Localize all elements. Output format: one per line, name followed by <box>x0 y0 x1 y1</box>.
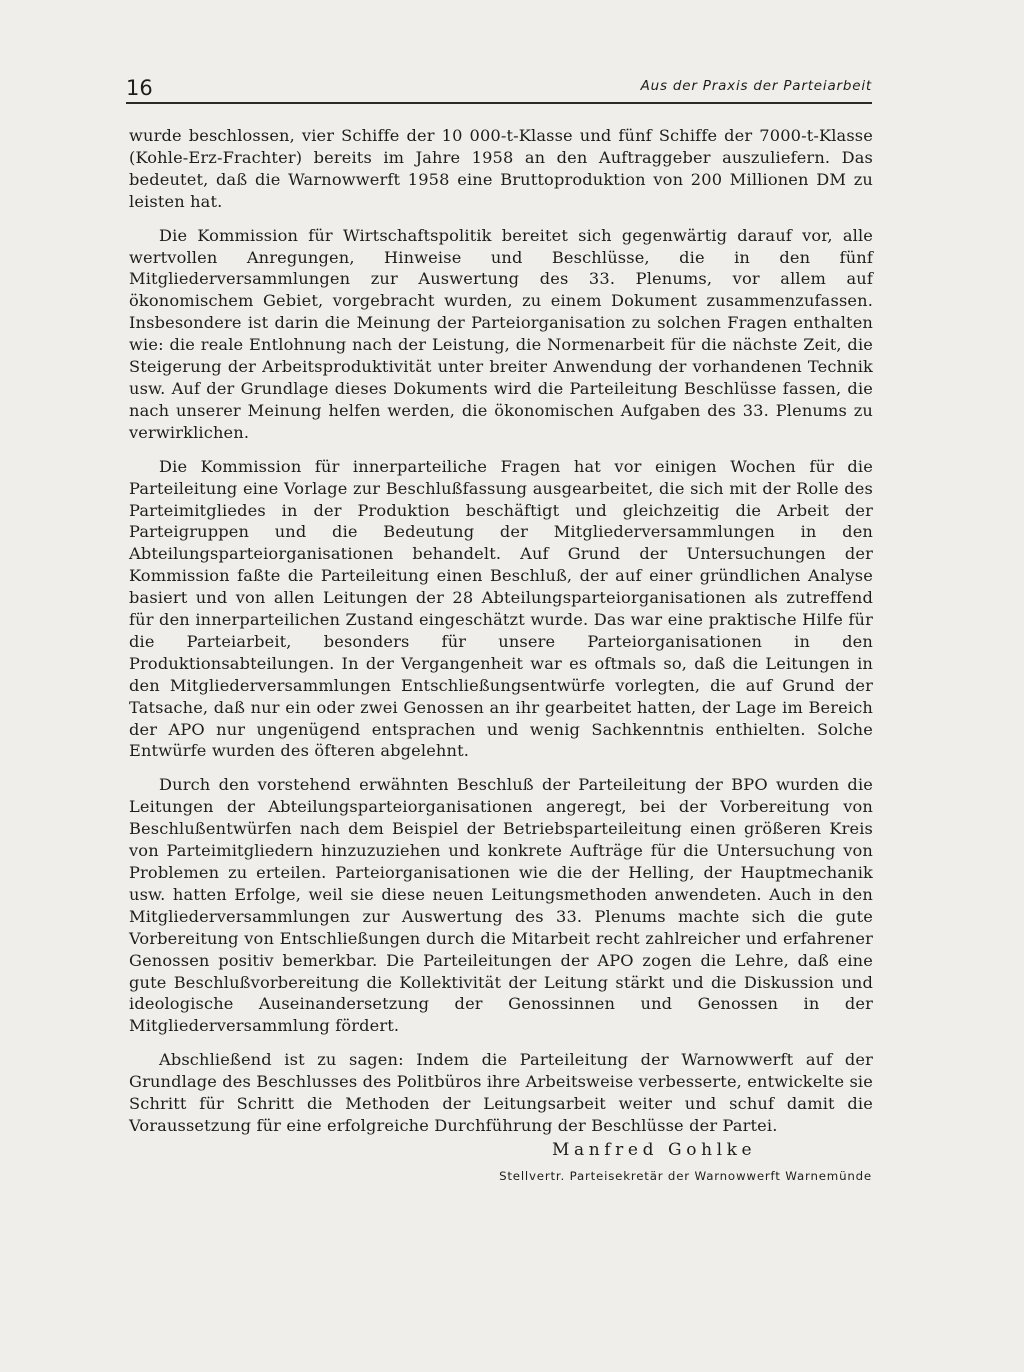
paragraph-inner-party-commission: Die Kommission für innerparteiliche Fragen hat vor einigen Wochen für die Parteileitung eine Vorlage zur Beschlußfassung ausgearbeitet, die sich mit der Rolle des Parteimitgliedes in der Produktion beschäftigt und gleichzeitig die Arbeit der Parteigruppen und die Bedeutung der Mitgliederversammlungen in den Abteilungsparteiorganisationen behandelt. Auf Grund der Untersuchungen der Kommission faßte die Parteileitung einen Beschluß, der auf einer gründlichen Analyse basiert und von allen Leitungen der 28 Abteilungsparteiorganisationen als zutreffend für den innerparteilichen Zustand eingeschätzt wurde. Das war eine praktische Hilfe für die Parteiarbeit, besonders für unsere Parteiorganisationen in den Produktionsabteilungen. In der Vergangenheit war es oftmals so, daß die Leitungen in den Mitgliederversammlungen Entschließungsentwürfe vorlegten, die auf Grund der Tatsache, daß nur ein oder zwei Genossen an ihr gearbeitet hatten, der Lage im Bereich der APO nur ungenügend entsprachen und wenig Sachkenntnis enthielten. Solche Entwürfe wurden des öfteren abgelehnt. <box>129 456 873 761</box>
paragraph-bpo-resolution: Durch den vorstehend erwähnten Beschluß der Parteileitung der BPO wurden die Leitungen der Abteilungsparteiorganisationen angeregt, bei der Vorbereitung von Beschlußentwürfen nach dem Beispiel der Betriebsparteileitung einen größeren Kreis von Parteimitgliedern hinzuzuziehen und konkrete Aufträge für die Untersuchung von Problemen zu erteilen. Parteiorganisationen wie die der Helling, der Hauptmechanik usw. hatten Erfolge, weil sie diese neuen Leitungsmethoden anwendeten. Auch in den Mitgliederversammlungen zur Auswertung des 33. Plenums machte sich die gute Vorbereitung von Entschließungen durch die Mitarbeit recht zahlreicher und erfahrener Genossen positiv bemerkbar. Die Parteileitungen der APO zogen die Lehre, daß eine gute Beschlußvorbereitung die Kollektivität der Leitung stärkt und die Diskussion und ideologische Auseinandersetzung der Genossinnen und Genossen in der Mitgliederversammlung fördert. <box>129 775 873 1036</box>
page-header <box>126 72 872 104</box>
page-number: 16 <box>126 76 153 100</box>
paragraph-conclusion: Abschließend ist zu sagen: Indem die Parteileitung der Warnowwerft auf der Grundlage des Beschlusses des Politbüros ihre Arbeitsweise verbesserte, entwickelte sie Schritt für Schritt die Methoden der Leitungsarbeit weiter und schuf damit die Voraussetzung für eine erfolgreiche Durchführung der Beschlüsse der Partei. <box>129 1050 873 1135</box>
paragraph-economic-commission: Die Kommission für Wirtschaftspolitik bereitet sich gegenwärtig darauf vor, alle wertvollen Anregungen, Hinweise und Beschlüsse, die in den fünf Mitgliederversammlungen zur Auswertung des 33. Plenums, vor allem auf ökonomischem Gebiet, vorgebracht wurden, zu einem Dokument zusammenzufassen. Insbesondere ist darin die Meinung der Parteiorganisation zu solchen Fragen enthalten wie: die reale Entlohnung nach der Leistung, die Normenarbeit für die nächste Zeit, die Steigerung der Arbeitsproduktivität unter breiter Anwendung der vorhandenen Technik usw. Auf der Grundlage dieses Dokuments wird die Parteileitung Beschlüsse fassen, die nach unserer Meinung helfen werden, die ökonomischen Aufgaben des 33. Plenums zu verwirklichen. <box>129 225 873 442</box>
running-title: Aus der Praxis der Parteiarbeit <box>640 78 872 94</box>
author-name: Manfred Gohlke <box>552 1140 757 1160</box>
article-body <box>129 125 873 1149</box>
paragraph-continuation: wurde beschlossen, vier Schiffe der 10 000-t-Klasse und fünf Schiffe der 7000-t-Klasse (Kohle-Erz-Frachter) bereits im Jahre 1958 an den Auftraggeber auszuliefern. Das bedeutet, daß die Warnowwerft 1958 eine Bruttoproduktion von 200 Millionen DM zu leisten hat. <box>129 126 873 211</box>
author-role: Stellvertr. Parteisekretär der Warnowwerft Warnemünde <box>499 1169 872 1183</box>
